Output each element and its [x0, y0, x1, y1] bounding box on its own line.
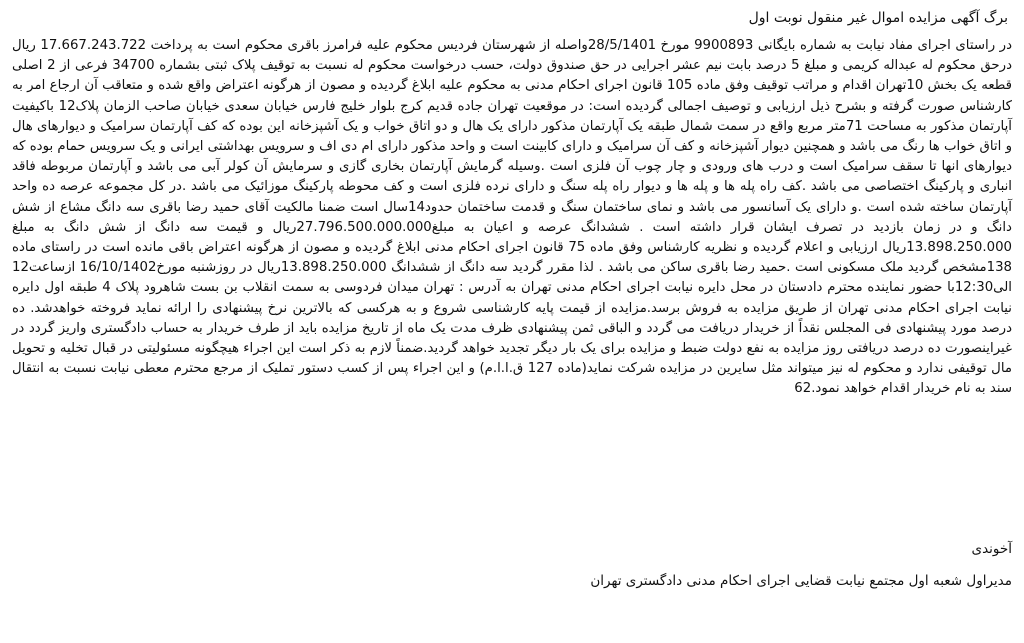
signature-role: مدیراول شعبه اول مجتمع نیابت قضایی اجرای احکام مدنی دادگستری تهران — [590, 573, 1012, 589]
notice-body: در راستای اجرای مفاد نیابت به شماره بایگانی 9900893 مورخ 28/5/1401واصله از شهرستان فردیس محکوم علیه فرامرز باقری محکوم است به پرداخت 17.667.243.722 ریال درحق محکوم له عبداله کریمی و مبلغ 5 درصد بابت نیم عشر اجرایی در حق صندوق دولت، حسب درخواست محکوم له نسبت به توقیف پلاک ثبتی بشماره 34700 فرعی از 2 اصلی قطعه یک بخش 10تهران اقدام و مراتب توقیف وفق ماده 105 قانون اجرای احکام مدنی به محکوم علیه ابلاغ گردیده و مصون از هرگونه اعتراض واقع شده و متعاقب آن ارجاع امر به کارشناس صورت گرفته و بشرح ذیل ارزیابی و توصیف اجمالی گردیده است: در موقعیت تهران جاده قدیم کرج بلوار خلیج فارس خیابان سعدی خیابان صاحب الزمان پلاک12 باکیفیت آپارتمان مذکور به مساحت 71متر مربع واقع در سمت شمال طبقه یک آپارتمان مذکور دارای یک هال و دو اتاق خواب و یک آشپزخانه این بوده که کف آپارتمان سرامیک و دیوارهای هال و اتاق خواب ها رنگ می باشد و همچنین دیوار آشپزخانه و کف آن سرامیک و دارای کابینت است و واحد مذکور دارای ام دی اف و سرویس بهداشتی ایرانی و یک سرویس حمام بوده که دیوارهای انها تا سقف سرامیک است و درب های ورودی و چار چوب آن فلزی است .وسیله گرمایش آپارتمان بخاری گازی و سرمایش آن کولر آبی می باشد و آپارتمان مربوطه فاقد انباری و پارکینگ اختصاصی می باشد .کف راه پله ها و پله ها و دیوار راه پله سنگ و دارای نرده فلزی است و کف محوطه پارکینگ موزائیک می باشد .در کل مجموعه عرصه ده واحد آپارتمان ساخته شده است .و دارای یک آسانسور می باشد و نمای ساختمان سنگ و قدمت ساختمان حدود14سال است ضمنا مالکیت آقای حمید رضا باقری سه دانگ مشاع از شش دانگ و در زمان بازدید در تصرف ایشان قرار داشته است . ششدانگ عرصه و اعیان به مبلغ27.796.500.000.000ریال و قیمت سه دانگ از شش دانگ به مبلغ 13.898.250.000ریال ارزیابی و اعلام گردیده و نظریه کارشناس وفق ماده 75 قانون اجرای احکام مدنی ابلاغ گردیده و مصون از هرگونه اعتراض باقی مانده است در راستای ماده 138مشخص گردید ملک مسکونی است .حمید رضا باقری ساکن می باشد . لذا مقرر گردید سه دانگ از ششدانگ 13.898.250.000ریال در روزشنبه مورخ16/10/1402 ازساعت12 الی12:30با حضور نماینده محترم دادستان در محل دایره نیابت اجرای احکام مدنی تهران به آدرس : تهران میدان فردوسی به سمت انقلاب بن بست شاهرود پلاک 4 طبقه اول دایره نیابت اجرای احکام مدنی تهران از طریق مزایده به فروش برسد.مزایده از قیمت پایه کارشناسی شروع و به هرکسی که بالاترین نرخ پیشنهادی را ارائه نماید فروخته خواهدشد. ده درصد مورد پیشنهادی فی المجلس نقداً از خریدار دریافت می گردد و الباقی ثمن پیشنهادی ظرف مدت یک ماه از تاریخ مزایده باید از طرف خریدار به حساب دادگستری واریز گردد در غیراینصورت ده درصد دریافتی روز مزایده به نفع دولت ضبط و مزایده برای یک بار دیگر تجدید خواهد گردید.ضمناً لازم به ذکر است این اجراء هیچگونه مسئولیتی در قبال تخلیه و تحویل مال توقیفی ندارد و محکوم له نیز میتواند مثل سایرین در مزایده شرکت نماید(ماده 127 ق.ا.ا.م) و این اجراء پس از کسب دستور تملیک از مرجع محترم معطی نیابت نسبت به انتقال سند به نام خریدار اقدام خواهد نمود.62 — [12, 38, 1013, 397]
signature-block — [590, 538, 1012, 592]
notice-document — [10, 6, 1014, 637]
signature-name: آخوندی — [971, 541, 1012, 557]
notice-title: برگ آگهی مزایده اموال غیر منقول نوبت اول — [748, 10, 1008, 26]
